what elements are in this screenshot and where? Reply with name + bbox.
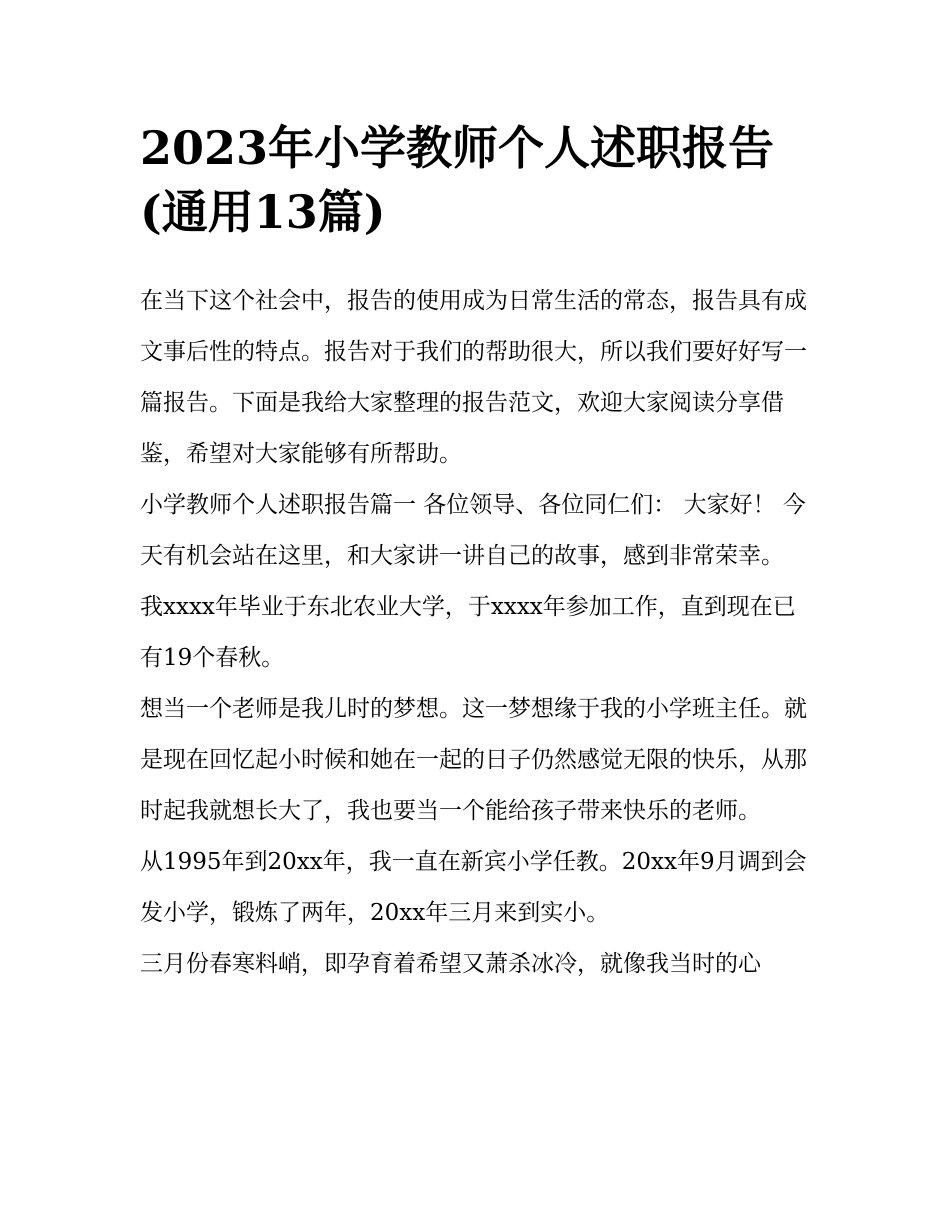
document-title: 2023年小学教师个人述职报告(通用13篇) — [140, 121, 775, 239]
paragraph-background: 我xxxx年毕业于东北农业大学，于xxxx年参加工作，直到现在已有19个春秋。 — [140, 594, 796, 671]
paragraph-intro: 在当下这个社会中，报告的使用成为日常生活的常态，报告具有成文事后性的特点。报告对于我们的帮助很大，所以我们要好好写一篇报告。下面是我给大家整理的报告范文，欢迎大家阅读分享借鉴，希望对大家能够有所帮助。 — [140, 288, 807, 467]
document-body — [140, 276, 815, 990]
paragraph-career: 从1995年到20xx年，我一直在新宾小学任教。20xx年9月调到会发小学，锻炼了两年，20xx年三月来到实小。 — [140, 849, 807, 926]
paragraph-greeting: 小学教师个人述职报告篇一 各位领导、各位同仁们： 大家好！ 今天有机会站在这里，和大家讲一讲自己的故事，感到非常荣幸。 — [140, 492, 806, 569]
paragraph-dream: 想当一个老师是我儿时的梦想。这一梦想缘于我的小学班主任。就是现在回忆起小时候和她在一起的日子仍然感觉无限的快乐，从那时起我就想长大了，我也要当一个能给孩子带来快乐的老师。 — [140, 696, 807, 824]
paragraph-march: 三月份春寒料峭，即孕育着希望又萧杀冰冷，就像我当时的心 — [140, 951, 761, 977]
